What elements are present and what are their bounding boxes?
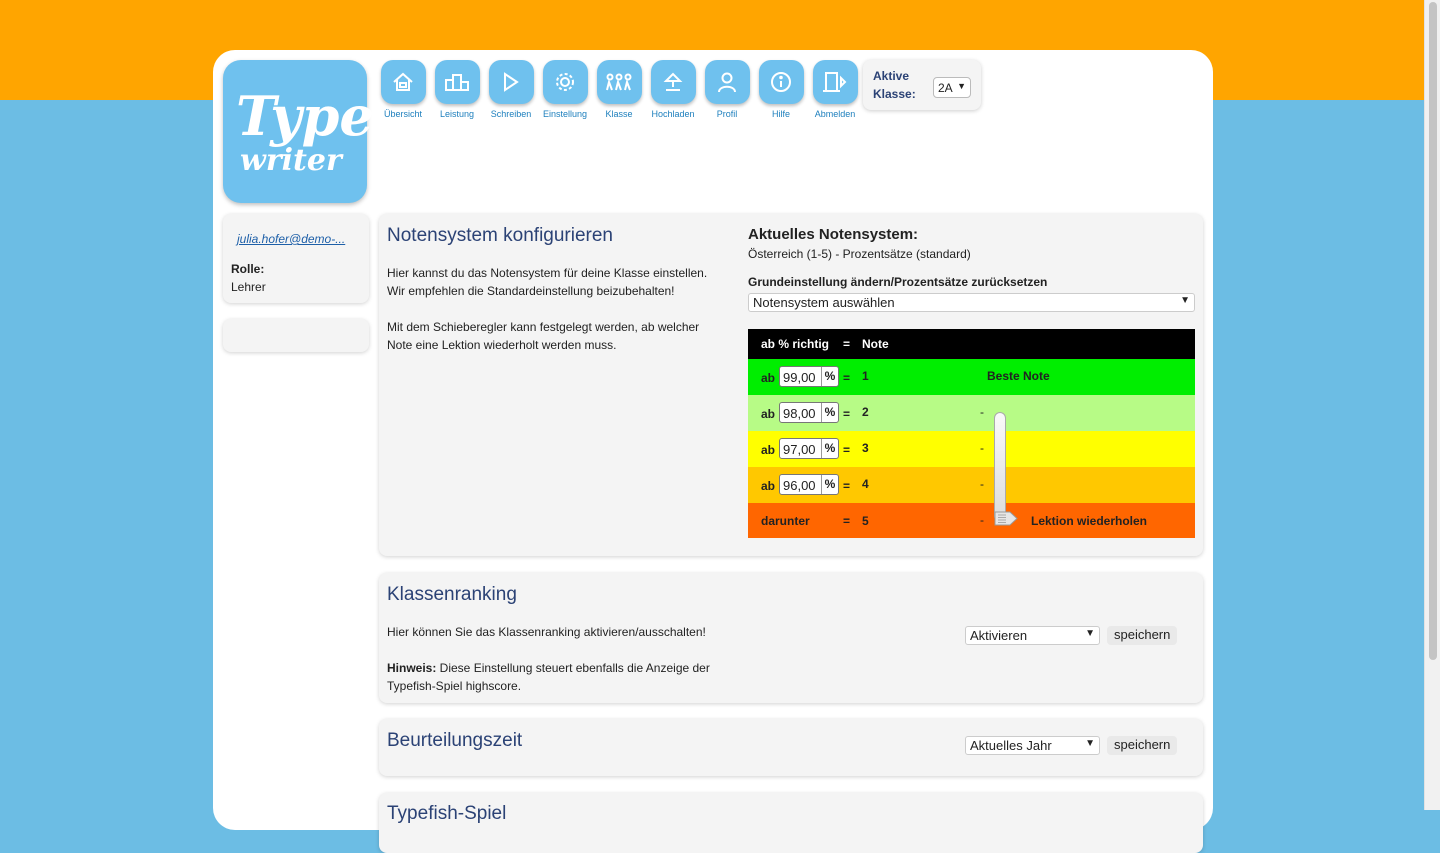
grading-description: Hier kannst du das Notensystem für deine Klasse einstellen. Wir empfehlen die Standardeinstellung beizubehalten! Mit dem Schieberegler kann festgelegt werden, ab welcher Note eine Lektion wiederholt werden muss. (387, 266, 708, 352)
user-email-link[interactable]: julia.hofer@demo-... (237, 232, 346, 246)
sidebar-empty-card (223, 319, 369, 352)
percent-input[interactable]: 99,00 % (779, 366, 839, 387)
role-label: Rolle: (231, 262, 265, 276)
podium-icon (435, 60, 480, 104)
typefish-title: Typefish-Spiel (387, 803, 507, 824)
play-icon (489, 60, 534, 104)
current-system-title: Aktuelles Notensystem: (748, 226, 919, 243)
chevron-down-icon: ▼ (1085, 628, 1095, 639)
chevron-down-icon: ▼ (957, 81, 966, 91)
nav-hochladen[interactable] (646, 60, 700, 119)
nav-label: Einstellung (542, 109, 588, 119)
evaluation-period-card (379, 719, 1203, 776)
main-panel (213, 50, 1213, 830)
grading-title: Notensystem konfigurieren (387, 225, 613, 246)
gear-icon (543, 60, 588, 104)
typewriter-logo[interactable] (223, 60, 374, 203)
nav-label: Schreiben (490, 109, 532, 119)
svg-text:Type: Type (236, 84, 374, 148)
info-icon (759, 60, 804, 104)
grade-row: ab 96,00 % = 4 - (748, 467, 1195, 503)
nav-uebersicht[interactable] (376, 60, 430, 119)
active-class-box (863, 60, 981, 110)
ranking-hint: Hinweis: Diese Einstellung steuert ebenfalls die Anzeige der Typefish-Spiel highscore. (387, 661, 710, 693)
reset-label: Grundeinstellung ändern/Prozentsätze zurücksetzen (748, 275, 1048, 289)
percent-input[interactable]: 97,00 % (779, 438, 839, 459)
nav-schreiben[interactable] (484, 60, 538, 119)
nav-label: Übersicht (383, 109, 422, 119)
main-nav (376, 60, 862, 119)
nav-profil[interactable] (700, 60, 754, 119)
nav-einstellung[interactable] (538, 60, 592, 119)
evaluation-title: Beurteilungszeit (387, 730, 523, 751)
role-value: Lehrer (231, 280, 266, 294)
nav-label: Klasse (605, 109, 633, 119)
grade-row: ab 97,00 % = 3 - (748, 431, 1195, 467)
nav-leistung[interactable] (430, 60, 484, 119)
slider-thumb[interactable] (994, 511, 1018, 526)
nav-hilfe[interactable] (754, 60, 808, 119)
ranking-save-button[interactable]: speichern (1107, 626, 1177, 645)
ranking-description: Hier können Sie das Klassenranking aktivieren/ausschalten! (387, 625, 706, 639)
grade-table (748, 329, 1195, 538)
logo-wordmark (223, 60, 374, 203)
chevron-down-icon: ▼ (1085, 738, 1095, 749)
house-icon (381, 60, 426, 104)
ranking-title: Klassenranking (387, 584, 517, 605)
scrollbar-thumb[interactable] (1429, 2, 1437, 660)
nav-label: Hilfe (771, 109, 790, 119)
class-ranking-card (379, 573, 1203, 703)
ranking-select[interactable]: Aktivieren ▼ (965, 626, 1100, 645)
svg-text:writer: writer (240, 143, 342, 178)
typefish-card (379, 793, 1203, 853)
nav-label: Profil (716, 109, 738, 119)
grading-system-card (379, 214, 1203, 556)
grading-system-select[interactable]: Notensystem auswählen ▼ (748, 293, 1195, 312)
active-class-label: Aktive Klasse: (873, 69, 916, 101)
evaluation-select[interactable]: Aktuelles Jahr ▼ (965, 736, 1100, 755)
upload-icon (651, 60, 696, 104)
nav-label: Abmelden (814, 109, 856, 119)
percent-input[interactable]: 96,00 % (779, 474, 839, 495)
nav-label: Leistung (439, 109, 475, 119)
grade-row: ab 98,00 % = 2 - (748, 395, 1195, 431)
nav-abmelden[interactable] (808, 60, 862, 119)
repeat-threshold-slider[interactable] (994, 412, 1006, 522)
chevron-down-icon: ▼ (1180, 295, 1190, 306)
active-class-select[interactable]: 2A ▼ (933, 77, 971, 98)
grade-row: darunter = 5 - Lektion wiederholen (748, 503, 1195, 538)
evaluation-save-button[interactable]: speichern (1107, 736, 1177, 755)
person-icon (705, 60, 750, 104)
user-card (223, 214, 369, 303)
grade-table-header: ab % richtig = Note (748, 329, 1195, 359)
logout-icon (813, 60, 858, 104)
nav-klasse[interactable] (592, 60, 646, 119)
percent-input[interactable]: 98,00 % (779, 402, 839, 423)
grade-row: ab 99,00 % = 1 Beste Note (748, 359, 1195, 395)
nav-label: Hochladen (651, 109, 695, 119)
people-icon (597, 60, 642, 104)
page-scrollbar[interactable] (1424, 0, 1440, 810)
current-system-value: Österreich (1-5) - Prozentsätze (standard) (748, 247, 971, 261)
